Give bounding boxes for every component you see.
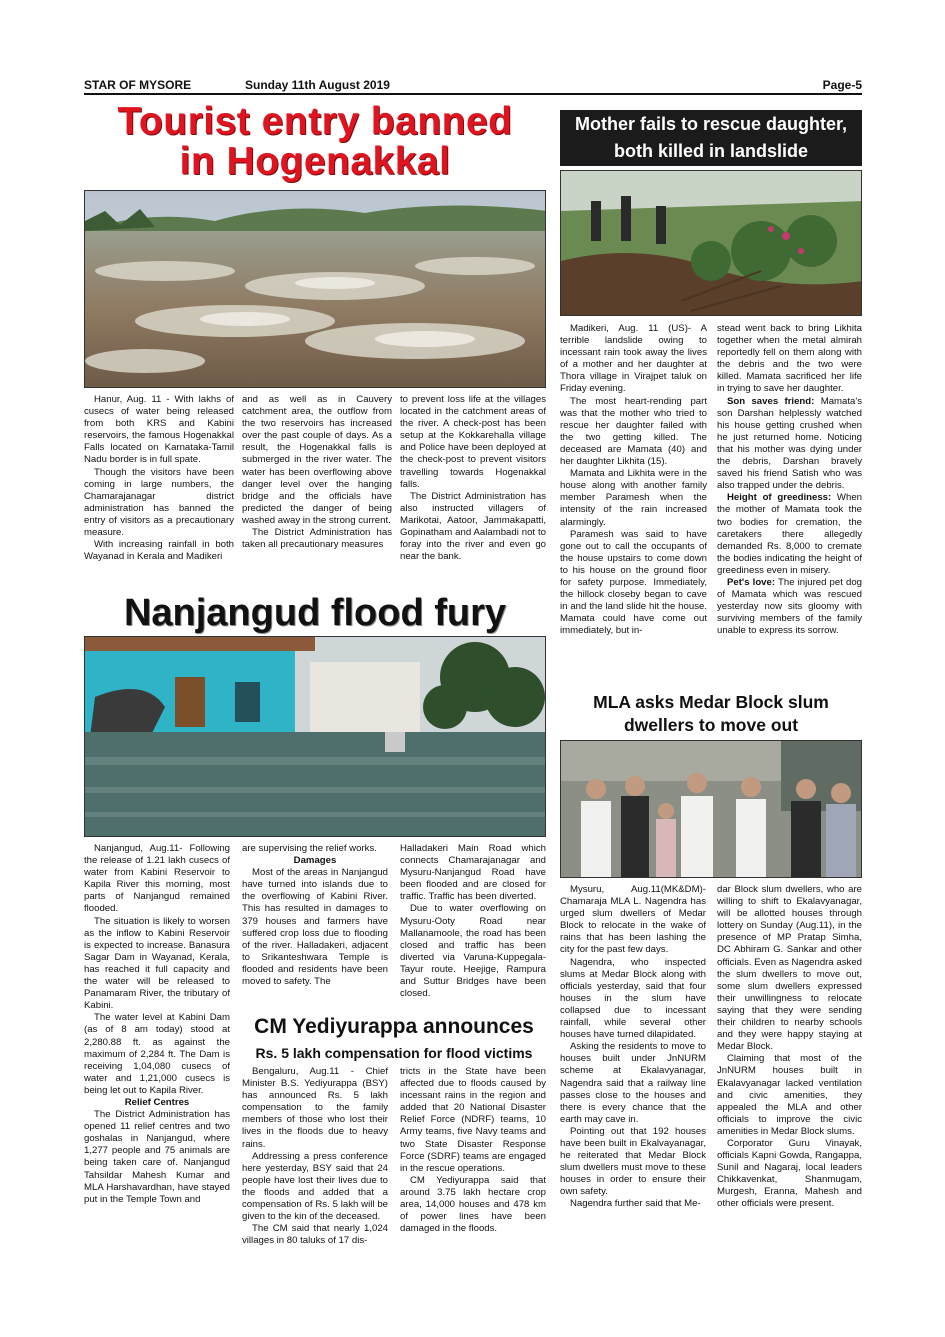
paragraph: Nagendra further said that Me-	[570, 1198, 701, 1210]
mla-headline	[560, 691, 862, 737]
hogenakkal-column-1	[84, 394, 234, 586]
relief-centres-subhead: Relief Centres	[124, 1096, 190, 1108]
nanjangud-headline: Nanjangud flood fury	[123, 592, 507, 634]
paragraph: Nanjangud, Aug.11- Following the release of 1.21 lakh cusecs of water from Kabini Reservoir to Kapila River this morning, most parts of Nanjangud remained flooded.	[84, 843, 230, 915]
paragraph: Though the visitors have been coming in large numbers, the Chamarajanagar district administration has banned the entry of visitors as a precautionary measure.	[84, 466, 234, 539]
paragraph: With increasing rainfall in both Wayanad in Kerala and Madikeri	[84, 539, 234, 563]
paragraph: are supervising the relief works.	[242, 843, 377, 854]
hogenakkal-column-2	[242, 394, 392, 586]
issue-date: Sunday 11th August 2019	[245, 78, 390, 92]
hogenakkal-headline	[84, 102, 546, 182]
paragraph: Hanur, Aug. 11 - With lakhs of cusecs of water being released from both KRS and Kabini reservoirs, the famous Hogenakkal Falls located on Karnataka-Tamil Nadu border is in full spate.	[84, 394, 234, 466]
page-number: Page-5	[822, 78, 862, 92]
paragraph: to prevent loss life at the villages located in the catchment areas of the river. A check-post has been setup at the Kokkarehalla village and Police have been deployed at the check-post to prevent visitors travelling towards Hogenakkal falls.	[400, 394, 546, 490]
mla-column-2	[717, 884, 862, 1264]
paragraph: The District Administration has taken all precautionary measures	[242, 527, 392, 551]
cm-column-1	[242, 1066, 388, 1266]
landslide-headline	[560, 110, 862, 166]
paragraph: Mysuru, Aug.11(MK&DM)- Chamaraja MLA L. Nagendra has urged slum dwellers of Medar Block to relocate in the wake of rains that has been lashing the city for the past few days.	[560, 884, 706, 956]
paragraph: Pointing out that 192 houses have been built in Ekalvayanagar, he reiterated that Medar Block slum dwellers must move to these houses in order to ensure their own safety.	[560, 1125, 706, 1198]
landslide-photo	[560, 170, 862, 316]
paragraph: Asking the residents to move to houses built under JnNURM scheme at Ekalavyanagar, Nagendra said that a railway line passes close to the houses and there is every chance that the earth may cave in.	[560, 1041, 706, 1125]
nanjangud-flood-photo	[84, 636, 546, 837]
paragraph: Corporator Guru Vinayak, officials Kapni Gowda, Rangappa, Sunil and Nagaraj, local leaders Chikkavenkat, Shanmugam, Murgesh, Eranna, Mahesh and other officials were present.	[717, 1137, 862, 1210]
cm-headline: CM Yediyurappa announces	[254, 1015, 534, 1038]
paragraph: The CM said that nearly 1,024 villages in 80 taluks of 17 dis-	[242, 1223, 388, 1247]
paragraph: Due to water overflowing on Mysuru-Ooty Road near Mallanamoole, the road has been closed and traffic has been diverted via Varuna-Kuppegala-Tayur route. Heejige, Rampura and Suttur Bridges have been closed.	[400, 903, 546, 1000]
paragraph: Madikeri, Aug. 11 (US)- A terrible landslide owing to incessant rain took away the lives of a mother and her daughter at Thora village in Virajpet taluk on Friday evening.	[560, 323, 707, 395]
paragraph: The District Administration has also instructed villagers of Marikotai, Aatoor, Jammakapatti, Gopinatham and Aalambadi not to foray into the river and even go near the bank.	[400, 490, 546, 563]
headline-line-1: Tourist entry banned	[117, 100, 513, 143]
headline-line-2: both killed in landslide	[613, 141, 809, 161]
paragraph-lead: Height of greediness:	[727, 492, 832, 504]
paragraph: Paramesh was said to have gone out to call the occupants of the house upstairs to come down to his house on the ground floor for safety purpose. Immediately, the hillock closeby began to cave in and the land slide hit the house. Mamata could have come out immediately, but in-	[560, 528, 707, 637]
paper-name: STAR OF MYSORE	[84, 78, 192, 92]
paragraph: The most heart-rending part was that the mother who tried to rescue her daughter failed with the two getting killed. The deceased are Mamata (40) and her daughter Likhita (15).	[560, 395, 707, 468]
paragraph: Claiming that most of the JnNURM houses built in Ekalavyanagar lacked ventilation and civic amenities, they appealed the MLA and other officials to improve the civic amenities in Medar Block slums.	[717, 1053, 862, 1137]
headline-line-1: MLA asks Medar Block slum	[593, 692, 829, 712]
paragraph: dar Block slum dwellers, who are willing to shift to Ekalavyanagar, will be allotted houses through lottery on Sunday (Aug.11), in the presence of MP Pratap Simha, DC Abhiram G. Sankar and other officials. Even as Nagendra asked the slum dwellers to move out, some slum dwellers expressed their unwillingness to relocate saying that they were sending their children to nearby schools and they were happy staying at Medar Block.	[717, 884, 862, 1053]
paragraph: CM Yediyurappa said that around 3.75 lakh hectare crop area, 14,000 houses and 478 km of power lines have been damaged in the floods.	[400, 1174, 546, 1235]
flooded-street-image	[85, 637, 546, 837]
river-rapids-image	[85, 191, 546, 388]
landslide-scene-image	[561, 171, 862, 316]
paragraph	[717, 492, 862, 577]
paragraph	[717, 577, 862, 637]
nanjangud-column-3	[400, 843, 546, 1008]
paragraph-lead: Pet's love:	[727, 576, 776, 588]
landslide-column-2	[717, 323, 862, 693]
paragraph: stead went back to bring Likhita together when the metal almirah reportedly fell on them along with the debris and the two were killed. Mamata sacrificed her life in trying to save her daughter.	[717, 323, 862, 395]
headline-line-2: in Hogenakkal	[179, 140, 451, 183]
paragraph	[717, 396, 862, 493]
masthead	[84, 77, 862, 95]
paragraph: Nagendra, who inspected slums at Medar Block along with officials yesterday, said that four houses in the slum have collapsed due to incessant rainfall, while several other houses have turned dilapidated.	[560, 956, 706, 1041]
hogenakkal-column-3	[400, 394, 546, 586]
paragraph: The water level at Kabini Dam (as of 8 am today) stood at 2,280.88 ft. as against the maximum of 2,284 ft. The Dam is receiving 1,04,080 cusecs of water and 1,21,000 cusecs is being let out to Kapila River.	[84, 1012, 230, 1096]
landslide-column-1	[560, 323, 707, 693]
cm-subheadline: Rs. 5 lakh compensation for flood victims	[255, 1045, 533, 1061]
nanjangud-column-2	[242, 843, 388, 1008]
paragraph: tricts in the State have been affected due to floods caused by incessant rains in the region and added that 20 National Disaster Relief Force (NDRF) teams, 10 Army teams, five Navy teams and two State Disaster Response Force (SDRF) teams are engaged in the rescue operations.	[400, 1066, 546, 1174]
medar-block-photo	[560, 740, 862, 878]
paragraph-text: Mamata's son Darshan helplessly watched his house getting crushed when he just returned home. Noticing that his mother was dying under the debris, Darshan bravely saved his friend Satish who was also trapped under the debris.	[717, 395, 862, 492]
paragraph: The situation is likely to worsen as the inflow to Kabini Reservoir is expected to increase. Banasura Sagar Dam in Wayanad, Kerala, has reached it full capacity and the water will be released to Panamaram River, the tributary of Kabini.	[84, 915, 230, 1012]
paragraph-lead: Son saves friend:	[727, 395, 815, 407]
damages-subhead: Damages	[293, 855, 337, 867]
cm-column-2	[400, 1066, 546, 1266]
headline-line-2: dwellers to move out	[623, 715, 799, 735]
paragraph: Most of the areas in Nanjangud have turned into islands due to the overflowing of Kabini River. This has resulted in damages to 379 houses and farmers have suffered crop loss due to flooding of the river. Halladakeri, adjacent to Srikanteshwara Temple is flooded and residents have been moved to safety. The	[242, 867, 388, 988]
hogenakkal-flood-photo	[84, 190, 546, 388]
paragraph: and as well as in Cauvery catchment area, the outflow from the two reservoirs has increased over the past couple of days. As a result, the Hogenakkal falls is submerged in the river water. The water has been overflowing above danger level over the hanging bridge and the officials have predicted the danger of being washed away in the strong current.	[242, 394, 392, 526]
paragraph: Halladakeri Main Road which connects Chamarajanagar and Mysuru-Nanjangud Road have been flooded and are closed for traffic. Traffic has been diverted.	[400, 843, 546, 903]
paragraph: Mamata and Likhita were in the house along with another family member Paramesh when the intensity of the rain increased alarmingly.	[560, 468, 707, 528]
mla-column-1	[560, 884, 706, 1264]
paragraph-text: The injured pet dog of Mamata which was rescued yesterday now sits gloomy with surviving members of the family unable to express its sorrow.	[717, 576, 862, 637]
nanjangud-column-1	[84, 843, 230, 1263]
paragraph: The District Administration has opened 11 relief centres and two goshalas in Nanjangud, where 1,277 people and 75 animals are being taken care of. Nanjangud Tahsildar Mahesh Kumar and MLA Harshavardhan, have stayed put in the Temple Town and	[84, 1109, 230, 1205]
paragraph-text: When the mother of Mamata took the two bodies for cremation, the caretakers there allegedly demanded Rs. 8,000 to cremate the bodies indicating the height of greediness even in misery.	[717, 492, 862, 576]
headline-line-1: Mother fails to rescue daughter,	[574, 114, 848, 134]
paragraph: Bengaluru, Aug.11 - Chief Minister B.S. Yediyurappa (BSY) has announced Rs. 5 lakh compensation to the family members of those who lost their lives in the floods due to heavy rains.	[242, 1066, 388, 1150]
paragraph: Addressing a press conference here yesterday, BSY said that 24 people have lost their lives due to the floods and added that a compensation of Rs. 5 lakh will be given to the kin of the deceased.	[242, 1150, 388, 1223]
slum-inspection-image	[561, 741, 862, 878]
